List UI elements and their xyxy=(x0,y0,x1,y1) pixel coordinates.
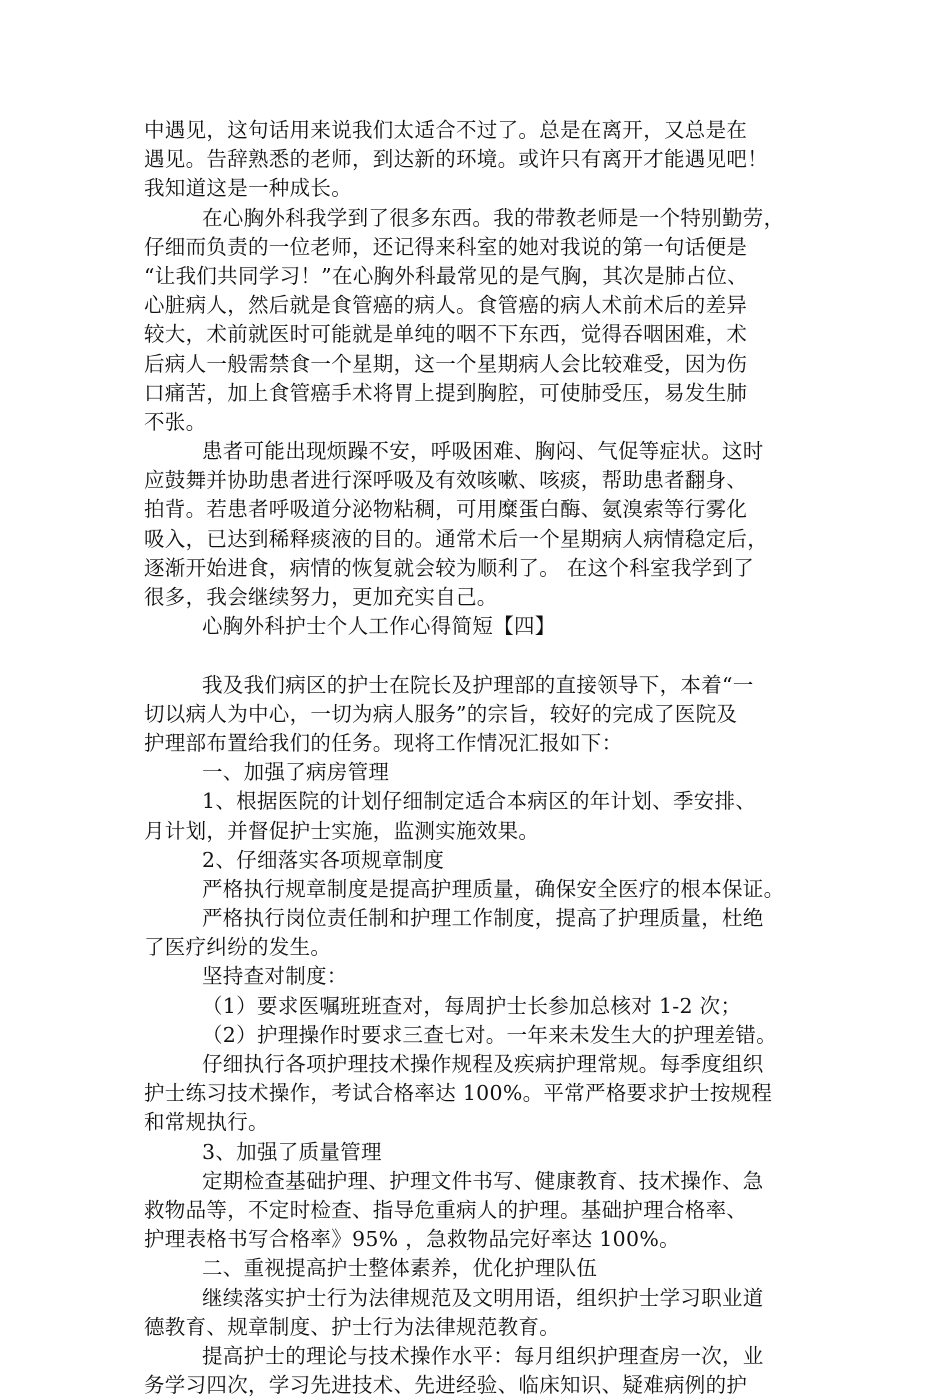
text-line: “让我们共同学习！”在心胸外科最常见的是气胸，其次是肺占位、 xyxy=(144,263,748,288)
text-line: 2、仔细落实各项规章制度 xyxy=(202,847,445,872)
text-line: 二、重视提高护士整体素养，优化护理队伍 xyxy=(202,1256,598,1281)
text-line: 德教育、规章制度、护士行为法律规范教育。 xyxy=(144,1314,560,1339)
text-line: 3、加强了质量管理 xyxy=(202,1139,382,1164)
text-line: 严格执行岗位责任制和护理工作制度，提高了护理质量，杜绝 xyxy=(202,906,764,931)
text-line: 较大，术前就医时可能就是单纯的咽不下东西，觉得吞咽困难，术 xyxy=(144,322,748,347)
text-line: 心胸外科护士个人工作心得简短【四】 xyxy=(202,614,556,639)
text-line: 严格执行规章制度是提高护理质量，确保安全医疗的根本保证。 xyxy=(202,876,785,901)
text-line: 切以病人为中心，一切为病人服务”的宗旨，较好的完成了医院及 xyxy=(144,701,738,726)
text-line: 中遇见，这句话用来说我们太适合不过了。总是在离开，又总是在 xyxy=(144,118,748,142)
text-line: 心脏病人，然后就是食管癌的病人。食管癌的病人术前术后的差异 xyxy=(144,293,748,318)
text-line: 在心胸外科我学到了很多东西。我的带教老师是一个特别勤劳， xyxy=(202,205,785,230)
text-line: 拍背。若患者呼吸道分泌物粘稠，可用糜蛋白酶、氨溴索等行雾化 xyxy=(144,497,748,522)
text-line: （2）护理操作时要求三查七对。一年来未发生大的护理差错。 xyxy=(202,1022,777,1047)
text-line: 救物品等，不定时检查、指导危重病人的护理。基础护理合格率、 xyxy=(144,1197,748,1222)
text-line: 务学习四次，学习先进技术、先进经验、临床知识、疑难病例的护 xyxy=(144,1373,748,1398)
text-line: 很多，我会继续努力，更加充实自己。 xyxy=(144,585,498,609)
text-line: 了医疗纠纷的发生。 xyxy=(144,935,332,960)
text-line: 1、根据医院的计划仔细制定适合本病区的年计划、季安排、 xyxy=(202,789,757,814)
text-line: 仔细而负责的一位老师，还记得来科室的她对我说的第一句话便是 xyxy=(144,234,748,259)
text-line: 一、加强了病房管理 xyxy=(202,760,390,785)
text-line: 不张。 xyxy=(144,409,207,434)
text-line: 遇见。告辞熟悉的老师，到达新的环境。或许只有离开才能遇见吧！ xyxy=(144,147,768,172)
text-line: 护士练习技术操作，考试合格率达 100%。平常严格要求护士按规程 xyxy=(144,1081,773,1106)
text-line: 护理部布置给我们的任务。现将工作情况汇报如下： xyxy=(144,730,623,755)
text-line: 后病人一般需禁食一个星期，这一个星期病人会比较难受，因为伤 xyxy=(144,351,748,376)
text-line: 应鼓舞并协助患者进行深呼吸及有效咳嗽、咳痰，帮助患者翻身、 xyxy=(144,468,748,493)
text-line: 继续落实护士行为法律规范及文明用语，组织护士学习职业道 xyxy=(202,1285,764,1310)
text-line: （1）要求医嘱班班查对，每周护士长参加总核对 1-2 次； xyxy=(202,993,742,1018)
text-line: 和常规执行。 xyxy=(144,1110,269,1135)
text-line: 吸入，已达到稀释痰液的目的。通常术后一个星期病人病情稳定后， xyxy=(144,526,768,551)
text-line: 定期检查基础护理、护理文件书写、健康教育、技术操作、急 xyxy=(202,1168,764,1193)
text-line: 仔细执行各项护理技术操作规程及疾病护理常规。每季度组织 xyxy=(202,1052,764,1076)
blank-line xyxy=(144,641,824,670)
text-line: 我及我们病区的护士在院长及护理部的直接领导下，本着“一 xyxy=(202,672,754,697)
text-line: 提高护士的理论与技术操作水平：每月组织护理查房一次，业 xyxy=(202,1343,764,1368)
text-line: 护理表格书写合格率》95% ，急救物品完好率达 100%。 xyxy=(144,1227,680,1252)
text-line: 我知道这是一种成长。 xyxy=(144,176,352,201)
document-body xyxy=(144,116,824,1400)
text-line: 逐渐开始进食，病情的恢复就会较为顺利了。 在这个科室我学到了 xyxy=(144,555,755,580)
text-line: 口痛苦，加上食管癌手术将胃上提到胸腔，可使肺受压，易发生肺 xyxy=(144,380,748,405)
text-line: 患者可能出现烦躁不安，呼吸困难、胸闷、气促等症状。这时 xyxy=(202,439,764,464)
text-line: 月计划，并督促护士实施，监测实施效果。 xyxy=(144,818,540,843)
text-line: 坚持查对制度： xyxy=(202,964,348,989)
